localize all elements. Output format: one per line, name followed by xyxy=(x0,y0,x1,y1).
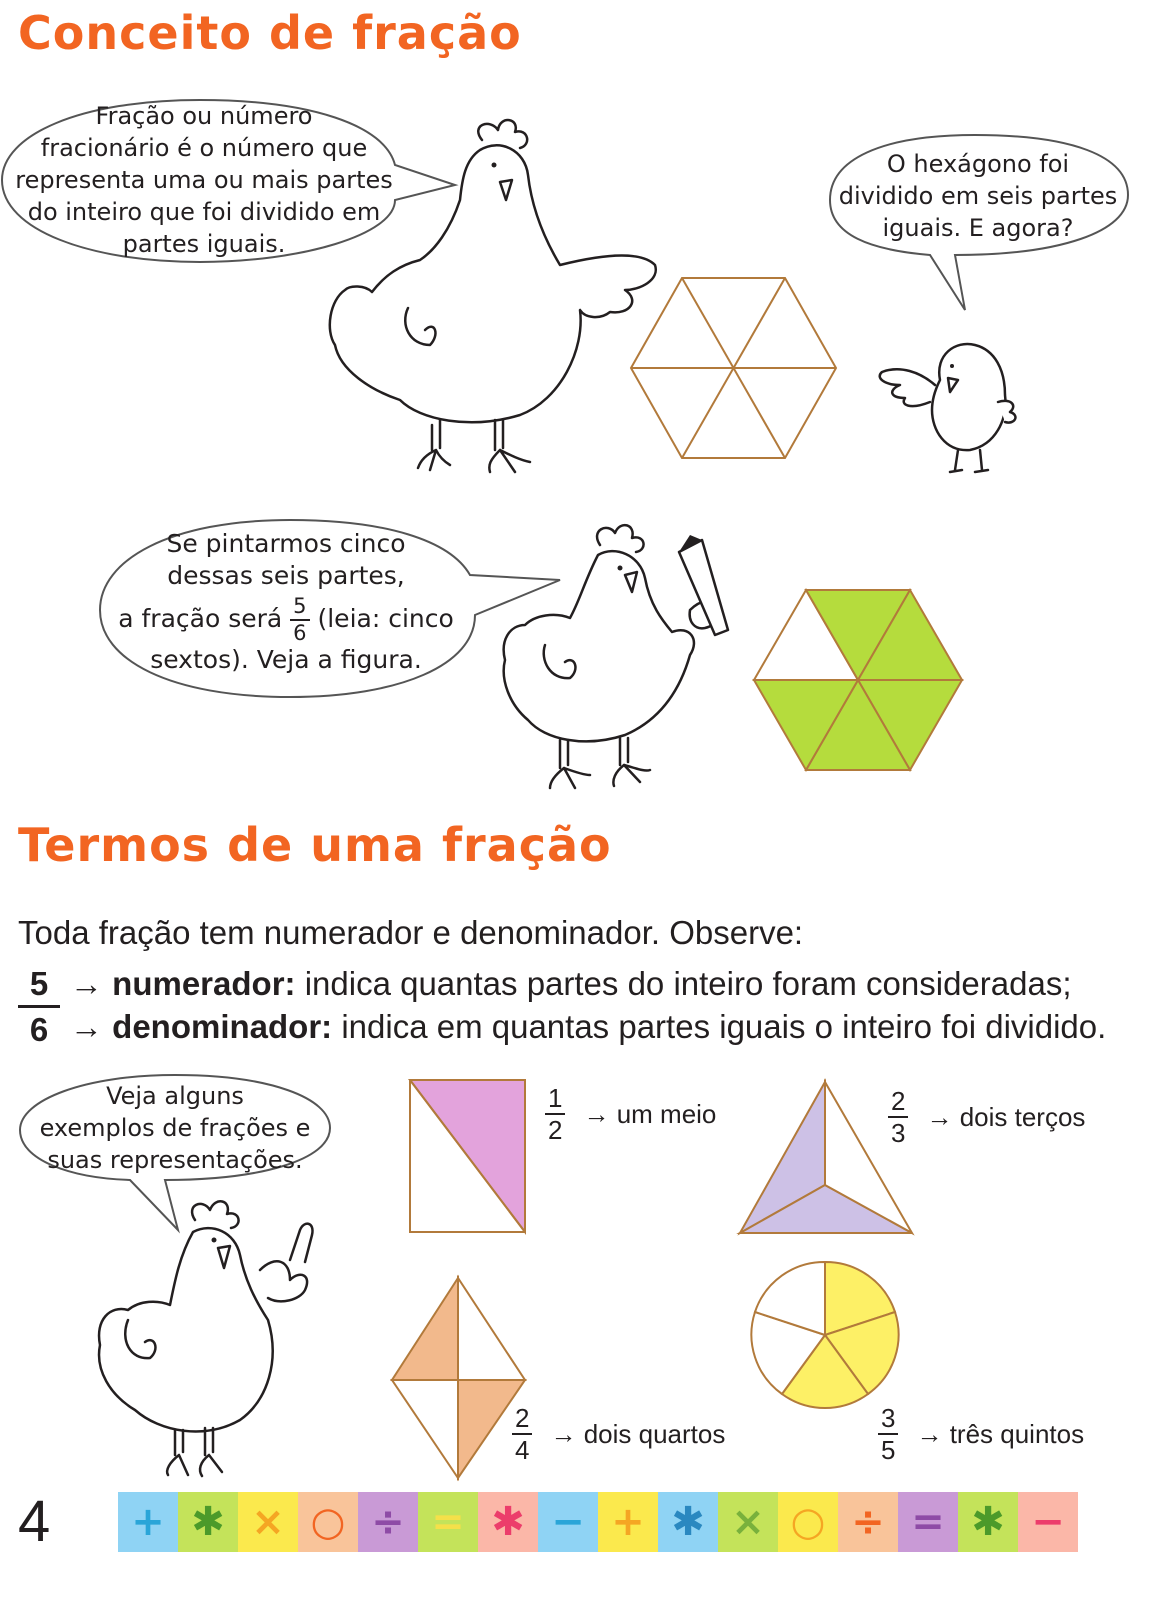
strip-symbol-cell: + xyxy=(118,1492,178,1552)
strip-symbol-cell: ✱ xyxy=(178,1492,238,1552)
section-title-concept: Conceito de fração xyxy=(18,6,522,60)
strip-symbol-cell: ✱ xyxy=(958,1492,1018,1552)
bubble-4-text: Veja alguns exemplos de frações e suas representações. xyxy=(39,1082,311,1174)
example-two-quarters-label: $\frac{2}{4}$ → dois quartos xyxy=(512,1405,725,1463)
strip-symbol-cell: ○ xyxy=(778,1492,838,1552)
strip-symbol-cell: − xyxy=(538,1492,598,1552)
fraction-one-half: $\frac{1}{2}$ xyxy=(545,1085,565,1143)
bubble-1-text: Fração ou número fracionário é o número que representa uma ou mais partes do inteiro que foi dividido em partes iguais. xyxy=(15,102,393,258)
strip-symbol-cell: × xyxy=(238,1492,298,1552)
strip-symbol-cell: ○ xyxy=(298,1492,358,1552)
denominator-line: → denominador: indica em quantas partes iguais o inteiro foi dividido. xyxy=(70,1008,1107,1045)
example-two-thirds-label: $\frac{2}{3}$ → dois terços xyxy=(888,1088,1085,1146)
strip-symbol-cell: ✱ xyxy=(658,1492,718,1552)
page-number: 4 xyxy=(18,1489,51,1554)
bubble-3-text: Se pintarmos cinco dessas seis partes, a fração será $\frac{5}{6}$ (leia: cinco sextos). Veja a figura. xyxy=(118,529,454,674)
strip-symbol-cell: − xyxy=(1018,1492,1078,1552)
strip-symbol-cell: ÷ xyxy=(358,1492,418,1552)
strip-symbol-cell: = xyxy=(418,1492,478,1552)
fraction-three-fifths: $\frac{3}{5}$ xyxy=(878,1405,898,1463)
example-three-fifths-label: $\frac{3}{5}$ → três quintos xyxy=(878,1405,1084,1463)
terms-intro-text: Toda fração tem numerador e denominador. Observe: xyxy=(18,914,804,951)
strip-symbol-cell: × xyxy=(718,1492,778,1552)
bubble-2-text: O hexágono foi dividido em seis partes iguais. E agora? xyxy=(838,150,1118,242)
strip-symbol-cell: ✱ xyxy=(478,1492,538,1552)
fraction-five-sixths-inline: $\frac{5}{6}$ xyxy=(290,596,309,644)
strip-symbol-cell: ÷ xyxy=(838,1492,898,1552)
fraction-example-digits: 5 6 xyxy=(18,962,60,1051)
section-title-terms: Termos de uma fração xyxy=(18,818,612,872)
strip-symbol-cell: + xyxy=(598,1492,658,1552)
fraction-two-quarters: $\frac{2}{4}$ xyxy=(512,1405,532,1463)
example-one-half-label: $\frac{1}{2}$ → um meio xyxy=(545,1085,716,1143)
fraction-two-thirds: $\frac{2}{3}$ xyxy=(888,1088,908,1146)
math-symbols-strip xyxy=(118,1492,1078,1552)
numerator-line: → numerador: indica quantas partes do inteiro foram consideradas; xyxy=(70,965,1072,1002)
strip-symbol-cell: = xyxy=(898,1492,958,1552)
